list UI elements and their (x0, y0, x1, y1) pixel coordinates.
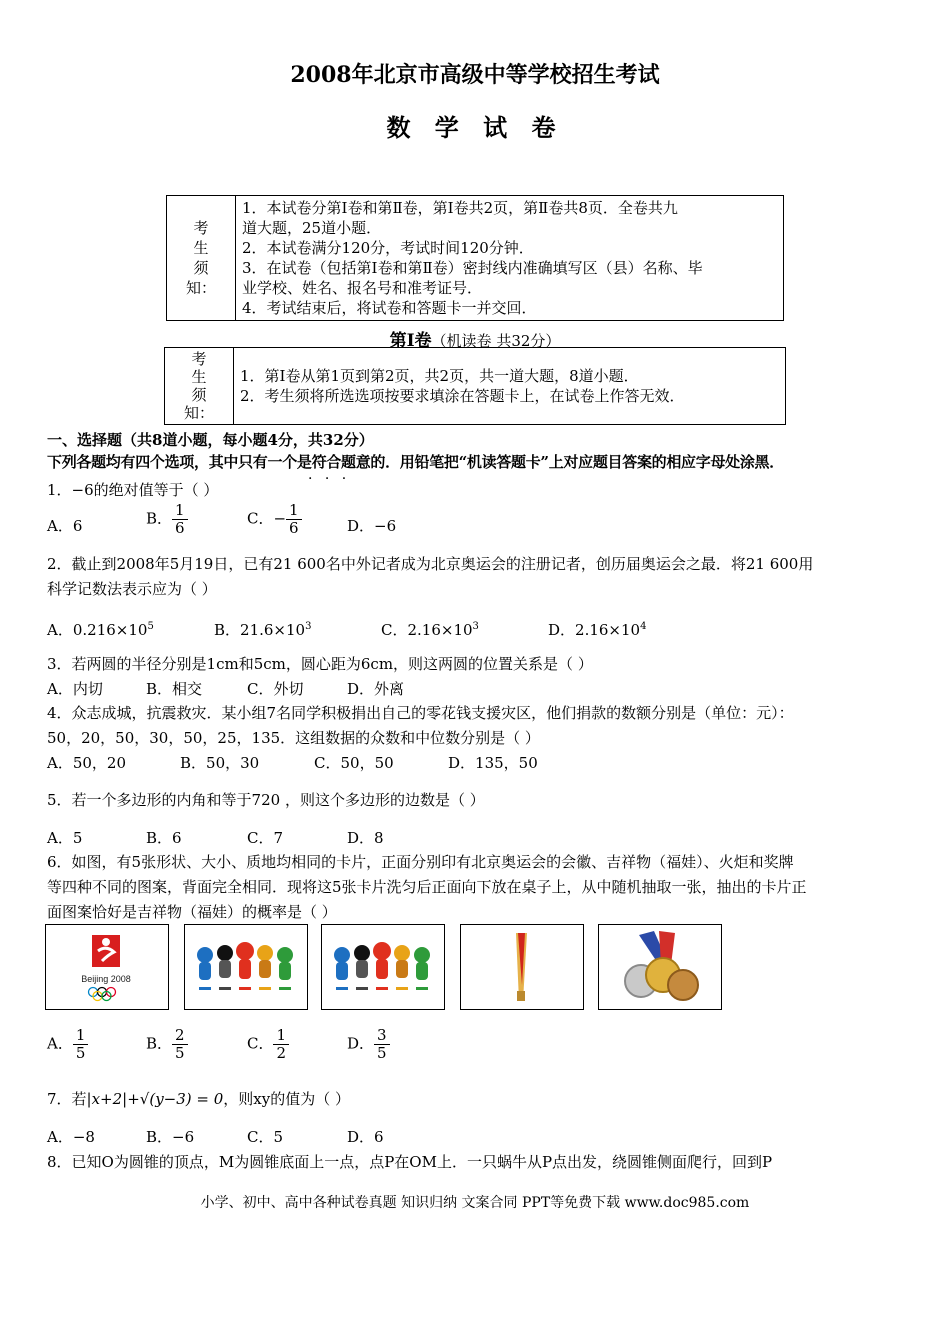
q7-option-b: B．−6 (146, 1128, 195, 1146)
q1-option-b: B． $\frac{1}{6}$ (146, 502, 188, 537)
question-8-line1: 8．已知O为圆锥的顶点，M为圆锥底面上一点，点P在OM上．一只蜗牛从P点出发，绕圆锥侧面爬行，回到P (47, 1153, 773, 1171)
question-1: 1．−6的绝对值等于（ ） (47, 481, 219, 499)
fuwa-mascots-icon (322, 925, 444, 1009)
q7-equation: |x+2|+√(y−3) = 0 (86, 1090, 224, 1108)
question-4-line2: 50，20，50，30，50，25，135．这组数据的众数和中位数分别是（ ） (47, 729, 540, 747)
card-medals (598, 924, 722, 1010)
beijing-emblem-icon (46, 925, 168, 1009)
q7-option-a: A．−8 (47, 1128, 95, 1146)
q2-option-b: B．$21.6\times 10^3$ (214, 621, 312, 639)
question-6-line2: 等四种不同的图案，背面完全相同．现将这5张卡片洗匀后正面向下放在桌子上，从中随机抽取一张，抽出的卡片正 (47, 878, 807, 896)
section-instruction: 下列各题均有四个选项，其中只有一个是符合题意的．用铅笔把“机读答题卡”上对应题目答案的相应字母处涂黑． (47, 453, 784, 471)
notice-content: 1．本试卷分第Ⅰ卷和第Ⅱ卷，第Ⅰ卷共2页，第Ⅱ卷共8页．全卷共九 道大题，25道小题． 2．本试卷满分120分，考试时间120分钟． 3．在试卷（包括第Ⅰ卷和第Ⅱ卷）密封线内准确填写区（县）名称、毕 业学校、姓名、报名号和准考证号． 4．考试结束后，将试卷和答题卡一并交回． (236, 196, 784, 321)
q7-option-c: C．5 (247, 1128, 284, 1146)
card-torch (460, 924, 584, 1010)
question-5: 5．若一个多边形的内角和等于720 ，则这个多边形的边数是（ ） (47, 791, 485, 809)
q4-option-d: D．135，50 (448, 754, 538, 772)
question-6-line1: 6．如图，有5张形状、大小、质地均相同的卡片，正面分别印有北京奥运会的会徽、吉祥物（福娃）、火炬和奖牌 (47, 853, 794, 871)
q1-option-d: D．−6 (347, 517, 397, 535)
question-4-line1: 4．众志成城，抗震救灾．某小组7名同学积极捐出自己的零花钱支援灾区，他们捐款的数额分别是（单位：元）： (47, 704, 794, 722)
notice-label: 考 生 须 知： (165, 348, 234, 425)
question-2-line2: 科学记数法表示应为（ ） (47, 580, 217, 598)
q5-option-c: C．7 (247, 829, 284, 847)
section-heading: 一、选择题（共8道小题，每小题4分，共32分） (47, 431, 374, 449)
q4-option-c: C．50，50 (314, 754, 394, 772)
q2-option-a: A．$0.216\times 10^5$ (47, 621, 154, 639)
page-title: 2008年北京市高级中等学校招生考试 (290, 62, 660, 88)
q6-option-d: D． $\frac{3}{5}$ (347, 1027, 390, 1062)
torch-icon (461, 925, 583, 1009)
part1-heading: 第Ⅰ卷（机读卷 共32分） (389, 331, 561, 351)
question-2-line1: 2．截止到2008年5月19日，已有21 600名中外记者成为北京奥运会的注册记者，创历届奥运会之最．将21 600用 (47, 555, 814, 573)
q3-option-d: D．外离 (347, 680, 405, 698)
page-subtitle: 数 学 试 卷 (386, 113, 564, 142)
q6-option-c: C． $\frac{1}{2}$ (247, 1027, 289, 1062)
q6-option-b: B． $\frac{2}{5}$ (146, 1027, 188, 1062)
notice-table-1 (166, 195, 784, 321)
q3-option-a: A．内切 (47, 680, 103, 698)
q1-option-c: C．− $\frac{1}{6}$ (247, 502, 302, 537)
question-3: 3．若两圆的半径分别是1cm和5cm，圆心距为6cm，则这两圆的位置关系是（ ） (47, 655, 593, 673)
notice-table-2 (164, 347, 786, 425)
q4-option-a: A．50，20 (47, 754, 127, 772)
q2-option-d: D．$2.16\times 10^4$ (548, 621, 647, 639)
q7-option-d: D．6 (347, 1128, 384, 1146)
notice-label: 考 生 须 知： (167, 196, 236, 321)
page-footer: 小学、初中、高中各种试卷真题 知识归纳 文案合同 PPT等免费下载 www.doc985.com (200, 1195, 750, 1211)
card-emblem (45, 924, 169, 1010)
q3-option-c: C．外切 (247, 680, 304, 698)
fuwa-mascots-icon (185, 925, 307, 1009)
q4-option-b: B．50，30 (180, 754, 260, 772)
q5-option-d: D．8 (347, 829, 384, 847)
q1-option-a: A．6 (47, 517, 83, 535)
emblem-text: Beijing 2008 (81, 974, 131, 984)
card-mascots-2 (321, 924, 445, 1010)
question-7: 7．若|x+2|+√(y−3) = 0，则xy的值为（ ） (47, 1090, 350, 1108)
card-mascots-1 (184, 924, 308, 1010)
q5-option-a: A．5 (47, 829, 83, 847)
notice-content: 1．第Ⅰ卷从第1页到第2页，共2页，共一道大题，8道小题． 2．考生须将所选选项按要求填涂在答题卡上，在试卷上作答无效． (234, 348, 786, 425)
q6-option-a: A． $\frac{1}{5}$ (47, 1027, 88, 1062)
emphasis-dots: · · · (308, 471, 351, 487)
q3-option-b: B．相交 (146, 680, 203, 698)
medals-icon (599, 925, 721, 1009)
question-6-line3: 面图案恰好是吉祥物（福娃）的概率是（ ） (47, 903, 337, 921)
q5-option-b: B．6 (146, 829, 182, 847)
q2-option-c: C．$2.16\times 10^3$ (381, 621, 479, 639)
